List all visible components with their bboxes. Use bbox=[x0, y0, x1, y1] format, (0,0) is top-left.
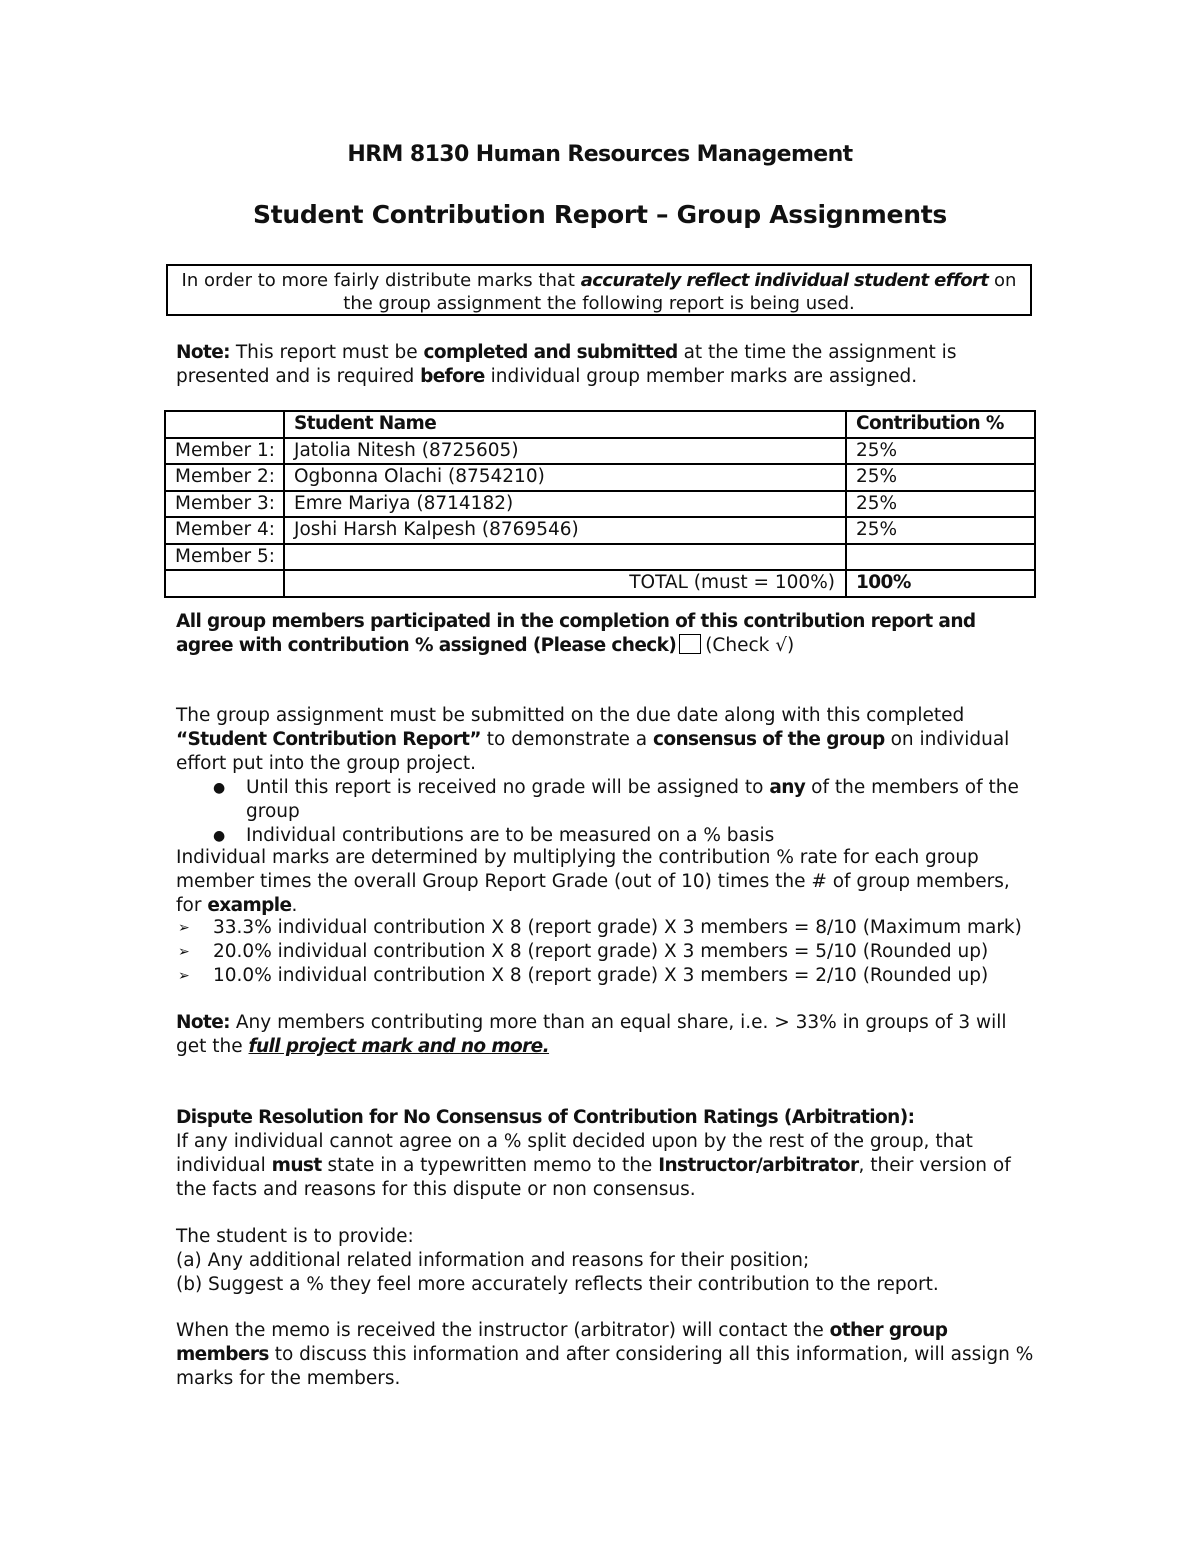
submission-paragraph: The group assignment must be submitted on the due date along with this completed “Student Contribution Report” to demonstrate a consensus of the group on individual effort put into the group project. bbox=[176, 705, 1010, 774]
member-name-field[interactable]: Emre Mariya (8714182) bbox=[284, 491, 846, 518]
arrow-bullet-icon: ➢ bbox=[178, 920, 190, 936]
submission-bullets bbox=[176, 776, 1036, 848]
bullet-icon: ● bbox=[213, 828, 226, 844]
total-blank bbox=[165, 570, 284, 597]
intro-emphasis: accurately reflect individual student effort bbox=[580, 270, 989, 291]
check-hint: (Check √) bbox=[705, 635, 795, 656]
member-contribution-field[interactable]: 25% bbox=[846, 438, 1035, 465]
table-header-blank bbox=[165, 411, 284, 438]
list-item: ● Until this report is received no grade will be assigned to any of the members of the group bbox=[213, 777, 1019, 822]
member-label: Member 2: bbox=[165, 464, 284, 491]
member-contribution-field[interactable]: 25% bbox=[846, 491, 1035, 518]
arrow-bullet-icon: ➢ bbox=[178, 944, 190, 960]
agreement-statement bbox=[176, 610, 1036, 658]
provide-section bbox=[176, 1225, 1036, 1297]
agreement-checkbox[interactable] bbox=[679, 634, 701, 654]
list-item: ➢ 20.0% individual contribution X 8 (report grade) X 3 members = 5/10 (Rounded up) bbox=[178, 941, 989, 962]
table-row bbox=[165, 464, 1035, 491]
note-label: Note: bbox=[176, 1012, 230, 1033]
member-name-field[interactable]: Joshi Harsh Kalpesh (8769546) bbox=[284, 517, 846, 544]
note-submission: Note: This report must be completed and submitted at the time the assignment is presented and is required before individual group member marks are assigned. bbox=[176, 342, 957, 387]
list-item: ➢ 10.0% individual contribution X 8 (report grade) X 3 members = 2/10 (Rounded up) bbox=[178, 965, 989, 986]
bullet-icon: ● bbox=[213, 780, 226, 796]
member-label: Member 3: bbox=[165, 491, 284, 518]
agreement-text: All group members participated in the completion of this contribution report and agree with contribution % assigned (Please check) bbox=[176, 611, 976, 656]
marks-paragraph: Individual marks are determined by multiplying the contribution % rate for each group member times the overall Group Report Grade (out of 10) times the # of group members, for example. bbox=[176, 847, 1010, 916]
note-equal-share: Note: Any members contributing more than an equal share, i.e. > 33% in groups of 3 will get the full project mark and no more. bbox=[176, 1012, 1007, 1057]
member-label: Member 4: bbox=[165, 517, 284, 544]
table-row bbox=[165, 438, 1035, 465]
member-name-field[interactable]: Jatolia Nitesh (8725605) bbox=[284, 438, 846, 465]
member-contribution-field[interactable] bbox=[846, 544, 1035, 571]
provide-intro: The student is to provide: bbox=[176, 1226, 414, 1247]
arrow-bullet-icon: ➢ bbox=[178, 968, 190, 984]
member-contribution-field[interactable]: 25% bbox=[846, 464, 1035, 491]
member-label: Member 5: bbox=[165, 544, 284, 571]
report-title: Student Contribution Report – Group Assignments bbox=[253, 200, 947, 229]
list-item: ➢ 33.3% individual contribution X 8 (report grade) X 3 members = 8/10 (Maximum mark) bbox=[178, 917, 1022, 938]
contribution-table bbox=[164, 410, 1036, 598]
dispute-section bbox=[176, 1106, 1036, 1202]
submission-section bbox=[176, 704, 1036, 848]
table-row bbox=[165, 517, 1035, 544]
table-row bbox=[165, 491, 1035, 518]
dispute-heading: Dispute Resolution for No Consensus of Contribution Ratings (Arbitration): bbox=[176, 1107, 915, 1128]
course-title: HRM 8130 Human Resources Management bbox=[347, 142, 853, 167]
memo-paragraph: When the memo is received the instructor (arbitrator) will contact the other group members to discuss this information and after considering all this information, will assign % marks for the members. bbox=[176, 1320, 1034, 1389]
note-emphasis: full project mark and no more. bbox=[248, 1036, 550, 1057]
note-label: Note: bbox=[176, 342, 230, 363]
intro-text-end: on the group assignment the following report is being used. bbox=[343, 270, 1017, 314]
member-name-field[interactable]: Ogbonna Olachi (8754210) bbox=[284, 464, 846, 491]
intro-box bbox=[166, 264, 1032, 316]
total-label: TOTAL (must = 100%) bbox=[284, 570, 846, 597]
table-row bbox=[165, 544, 1035, 571]
member-name-field[interactable] bbox=[284, 544, 846, 571]
member-contribution-field[interactable]: 25% bbox=[846, 517, 1035, 544]
provide-item-a: (a) Any additional related information and reasons for their position; bbox=[176, 1250, 810, 1271]
table-header-contribution: Contribution % bbox=[846, 411, 1035, 438]
dispute-paragraph: If any individual cannot agree on a % split decided upon by the rest of the group, that individual must state in a typewritten memo to the Instructor/arbitrator, their version of the facts and reasons for this dispute or non consensus. bbox=[176, 1131, 1011, 1200]
list-item: ● Individual contributions are to be measured on a % basis bbox=[213, 825, 775, 846]
intro-text: In order to more fairly distribute marks that bbox=[181, 270, 581, 291]
table-header-name: Student Name bbox=[284, 411, 846, 438]
provide-item-b: (b) Suggest a % they feel more accurately reflects their contribution to the report. bbox=[176, 1274, 939, 1295]
table-total-row bbox=[165, 570, 1035, 597]
table-header-row bbox=[165, 411, 1035, 438]
total-value: 100% bbox=[846, 570, 1035, 597]
member-label: Member 1: bbox=[165, 438, 284, 465]
examples-list bbox=[176, 916, 1036, 988]
